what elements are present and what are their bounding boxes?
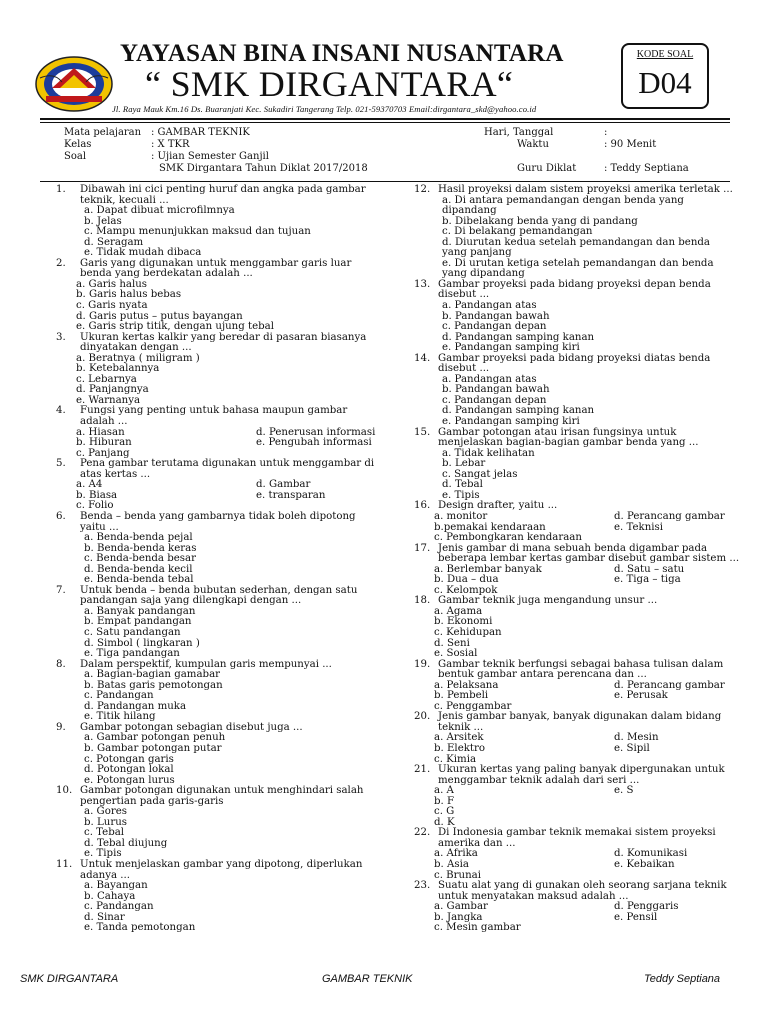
school-address: Jl. Raya Mauk Km.16 Ds. Buaranjati Kec. Sukadiri Tangerang Telp. 021-59370703 Email:dirgantara_skd@yahoo.co.id: [112, 104, 537, 114]
question-item: [56, 459, 386, 512]
answer-option: b. Jelas: [84, 215, 122, 227]
time-label: Waktu: [517, 139, 549, 150]
questions-right-column: [414, 185, 744, 934]
question-text: adanya ...: [80, 869, 131, 881]
answer-option: d. Mesin: [614, 732, 659, 744]
answer-option: e. Tiga – tiga: [614, 574, 681, 586]
answer-option: b. Jangka: [434, 911, 483, 923]
question-text: Gambar potongan sebagian disebut juga ...: [80, 721, 303, 733]
answer-options-grid: [434, 733, 744, 765]
answer-option: d. Benda-benda kecil: [84, 563, 193, 575]
answer-option: [614, 807, 764, 818]
answer-option: d. Penerusan informasi: [256, 426, 376, 438]
question-text: Gambar teknik berfungsi sebagai bahasa tulisan dalam: [438, 658, 724, 670]
question-item: [414, 765, 744, 828]
answer-option: e. Warnanya: [76, 394, 141, 406]
question-number: 13.: [414, 278, 431, 290]
question-text: Design drafter, yaitu ...: [438, 500, 558, 512]
answer-option: a. Pelaksana: [434, 679, 499, 691]
answer-option: c. Pandangan: [84, 901, 154, 913]
answer-option: d. Satu – satu: [614, 563, 685, 575]
answer-option: c. Kehidupan: [434, 626, 502, 638]
question-text: pandangan saja yang dilengkapi dengan ...: [80, 595, 302, 607]
answer-option: d. Perancang gambar: [614, 510, 725, 522]
class-value: : X TKR: [151, 139, 190, 150]
answer-option: e. Sosial: [434, 648, 478, 660]
question-item: [56, 786, 386, 860]
answer-option: b. Dibelakang benda yang di pandang: [442, 215, 638, 227]
question-number: 21.: [414, 764, 431, 776]
question-number: 16.: [414, 500, 431, 512]
answer-option: a. Agama: [434, 605, 483, 617]
answer-option: e. Tanda pemotongan: [84, 922, 196, 934]
answer-option: a. Beratnya ( miligram ): [76, 352, 200, 364]
answer-option: [614, 797, 764, 808]
answer-option: c. Garis nyata: [76, 300, 148, 312]
answer-option: d. Tebal diujung: [84, 837, 168, 849]
question-text: bentuk gambar antara perencana dan ...: [438, 669, 647, 681]
answer-option: e. Pensil: [614, 911, 658, 923]
question-text: Suatu alat yang di gunakan oleh seorang sarjana teknik: [438, 880, 727, 892]
answer-option: c. Pembongkaran kendaraan: [434, 532, 582, 544]
question-text: Benda – benda yang gambarnya tidak boleh dipotong: [80, 510, 356, 522]
teacher-value: : Teddy Septiana: [604, 163, 689, 174]
answer-option: a. Garis halus: [76, 278, 148, 290]
answer-option: c. Kimia: [434, 753, 477, 765]
question-item: [414, 428, 744, 502]
answer-option: e. Pengubah informasi: [256, 437, 372, 449]
question-item: [414, 660, 744, 713]
answer-option: yang dipandang: [442, 268, 525, 280]
question-text: teknik, kecuali ...: [80, 194, 169, 206]
answer-option: b.pemakai kendaraan: [434, 521, 546, 533]
question-item: [414, 501, 744, 543]
answer-option: c. Pandangan depan: [442, 394, 547, 406]
questions-left-column: [56, 185, 386, 934]
answer-option: c. Brunai: [434, 869, 481, 881]
question-number: 17.: [414, 542, 431, 554]
answer-option: e. Perusak: [614, 690, 668, 702]
answer-option: d. Sinar: [84, 911, 125, 923]
question-text: disebut ...: [438, 363, 490, 375]
answer-option: d. Seni: [434, 637, 470, 649]
question-text: Garis yang digunakan untuk menggambar garis luar: [80, 257, 352, 269]
question-text: yaitu ...: [80, 521, 119, 533]
question-number: 15.: [414, 426, 431, 438]
question-text: Jenis gambar di mana sebuah benda digambar pada: [438, 542, 708, 554]
question-number: 10.: [56, 785, 73, 797]
answer-option: e. S: [614, 785, 634, 797]
footer-teacher: Teddy Septiana: [644, 973, 721, 985]
question-item: [414, 828, 744, 881]
answer-option: c. Pandangan depan: [442, 321, 547, 333]
question-number: 5.: [56, 458, 66, 470]
answer-option: d. Potongan lokal: [84, 764, 174, 776]
answer-option: a. Gambar: [434, 901, 488, 913]
question-item: [56, 586, 386, 660]
answer-option: e. Tiga pandangan: [84, 648, 180, 660]
answer-option: a. Arsitek: [434, 732, 484, 744]
class-label: Kelas: [64, 139, 92, 150]
answer-option: e. Sipil: [614, 742, 650, 754]
question-text: adalah ...: [80, 416, 128, 428]
answer-option: d. Tebal: [442, 479, 483, 491]
date-value: :: [604, 127, 608, 138]
question-number: 6.: [56, 510, 66, 522]
answer-option: a. Gambar potongan penuh: [84, 732, 226, 744]
answer-option: b. Elektro: [434, 742, 485, 754]
question-text: menjelaskan bagian-bagian gambar benda yang ...: [438, 437, 699, 449]
question-text: disebut ...: [438, 289, 490, 301]
answer-option: a. Dapat dibuat microfilmnya: [84, 205, 235, 217]
question-item: [414, 280, 744, 354]
question-text: Ukuran kertas yang paling banyak dipergunakan untuk: [438, 764, 725, 776]
question-text: pengertian pada garis-garis: [80, 795, 224, 807]
answer-option: d. Garis putus – putus bayangan: [76, 310, 243, 322]
question-number: 4.: [56, 405, 66, 417]
answer-option: b. Biasa: [76, 489, 118, 501]
question-text: Gambar potongan digunakan untuk menghindari salah: [80, 785, 364, 797]
answer-option: d. Simbol ( lingkaran ): [84, 637, 200, 649]
answer-option: c. Potongan garis: [84, 753, 174, 765]
answer-option: e. Di urutan ketiga setelah pemandangan dan benda: [442, 257, 714, 269]
answer-option: d. K: [434, 816, 455, 828]
answer-option: a. Pandangan atas: [442, 373, 537, 385]
answer-option: e. Pandangan samping kiri: [442, 416, 580, 428]
answer-option: a. Banyak pandangan: [84, 605, 196, 617]
answer-option: e. transparan: [256, 489, 326, 501]
header-rule: [40, 118, 730, 120]
question-item: [414, 596, 744, 659]
answer-option: b. Hiburan: [76, 437, 132, 449]
answer-option: c. Mampu menunjukkan maksud dan tujuan: [84, 226, 311, 238]
answer-option: d. Komunikasi: [614, 848, 688, 860]
answer-option: b. Lebar: [442, 458, 486, 470]
answer-option: e. Potongan lurus: [84, 774, 175, 786]
answer-option: b. Pandangan bawah: [442, 384, 550, 396]
question-number: 19.: [414, 658, 431, 670]
answer-option: dipandang: [442, 205, 497, 217]
footer-school: SMK DIRGANTARA: [20, 973, 119, 985]
question-text: atas kertas ...: [80, 468, 151, 480]
answer-options-grid: [434, 849, 744, 881]
answer-option: a. Gores: [84, 806, 127, 818]
question-number: 22.: [414, 827, 431, 839]
question-item: [56, 660, 386, 723]
answer-option: c. Folio: [76, 500, 114, 512]
school-logo: [34, 48, 114, 120]
answer-options-grid: [434, 902, 744, 934]
question-text: Gambar teknik juga mengandung unsur ...: [438, 595, 658, 607]
answer-option: e. Tipis: [442, 489, 480, 501]
answer-option: c. G: [434, 806, 455, 818]
question-text: Ukuran kertas kalkir yang beredar di pasaran biasanya: [80, 331, 367, 343]
question-number: 18.: [414, 595, 431, 607]
kode-soal-box: [621, 43, 709, 109]
answer-option: e. Garis strip titik, dengan ujung tebal: [76, 321, 274, 333]
answer-option: a. Afrika: [434, 848, 478, 860]
question-item: [56, 723, 386, 786]
answer-option: c. Pandangan: [84, 690, 154, 702]
question-number: 8.: [56, 658, 66, 670]
header-rule-thin: [40, 122, 730, 123]
question-number: 3.: [56, 331, 66, 343]
answer-option: c. Penggambar: [434, 700, 512, 712]
answer-option: d. Panjangnya: [76, 384, 149, 396]
question-number: 11.: [56, 859, 73, 870]
answer-option: b. Ketebalannya: [76, 363, 160, 375]
question-item: [414, 354, 744, 428]
answer-option: a. Di antara pemandangan dengan benda yang: [442, 194, 684, 206]
answer-option: d. Diurutan kedua setelah pemandangan dan benda: [442, 236, 710, 248]
answer-option: b. Benda-benda keras: [84, 542, 197, 554]
question-text: Fungsi yang penting untuk bahasa maupun gambar: [80, 405, 348, 417]
foundation-name: YAYASAN BINA INSANI NUSANTARA: [120, 40, 564, 67]
question-text: Untuk benda – benda bubutan sederhan, dengan satu: [80, 584, 358, 596]
answer-option: b. F: [434, 795, 455, 807]
school-name: “ SMK DIRGANTARA“: [145, 64, 514, 104]
question-item: [56, 512, 386, 586]
answer-option: b. Lurus: [84, 816, 127, 828]
kode-soal-value: D04: [638, 65, 692, 100]
question-number: 20.: [414, 711, 431, 723]
answer-options-grid: [76, 428, 386, 460]
answer-option: b. Batas garis pemotongan: [84, 679, 223, 691]
question-number: 7.: [56, 584, 66, 596]
answer-option: b. Garis halus bebas: [76, 289, 182, 301]
answer-option: c. Sangat jelas: [442, 468, 518, 480]
subject-value: : GAMBAR TEKNIK: [151, 127, 250, 138]
question-item: [414, 185, 744, 280]
question-text: Gambar potongan atau irisan fungsinya untuk: [438, 426, 677, 438]
answer-option: a. Benda-benda pejal: [84, 532, 193, 544]
answer-option: b. Pandangan bawah: [442, 310, 550, 322]
answer-options-grid: [434, 512, 744, 544]
question-text: menggambar teknik adalah dari seri ...: [438, 774, 640, 786]
answer-option: d. Penggaris: [614, 901, 679, 913]
teacher-label: Guru Diklat: [517, 163, 577, 174]
answer-option: e. Titik hilang: [84, 711, 156, 723]
question-item: [56, 185, 386, 259]
answer-option: d. Pandangan samping kanan: [442, 331, 595, 343]
exam-value: : Ujian Semester Ganjil: [151, 151, 269, 162]
question-text: amerika dan ...: [438, 837, 516, 849]
kode-soal-label: KODE SOAL: [636, 49, 694, 60]
answer-option: c. Lebarnya: [76, 373, 137, 385]
question-number: 14.: [414, 352, 431, 364]
answer-options-grid: [434, 786, 744, 828]
answer-option: d. Pandangan samping kanan: [442, 405, 595, 417]
question-item: [414, 881, 744, 934]
document-header: [0, 0, 768, 120]
question-item: [56, 860, 386, 934]
answer-option: e. Tidak mudah dibaca: [84, 247, 202, 259]
answer-option: c. Satu pandangan: [84, 626, 181, 638]
answer-option: b. Dua – dua: [434, 574, 499, 586]
answer-option: c. Mesin gambar: [434, 922, 521, 934]
answer-option: a. Bagian-bagian gamabar: [84, 669, 221, 681]
answer-option: b. Cahaya: [84, 890, 136, 902]
answer-option: b. Ekonomi: [434, 616, 493, 628]
question-text: Gambar proyeksi pada bidang proyeksi diatas benda: [438, 352, 711, 364]
answer-option: a. Hiasan: [76, 426, 125, 438]
date-label: Hari, Tanggal: [484, 127, 554, 138]
answer-option: a. A4: [76, 479, 103, 491]
exam-year: SMK Dirgantara Tahun Diklat 2017/2018: [159, 163, 368, 174]
answer-option: yang panjang: [442, 247, 512, 259]
answer-option: d. Seragam: [84, 236, 144, 248]
answer-option: a. Bayangan: [84, 880, 148, 892]
question-text: Gambar proyeksi pada bidang proyeksi depan benda: [438, 278, 711, 290]
answer-option: d. Pandangan muka: [84, 700, 187, 712]
answer-options-grid: [434, 565, 744, 597]
question-text: benda yang berdekatan adalah ...: [80, 268, 253, 280]
answer-option: [614, 923, 764, 934]
answer-option: c. Panjang: [76, 447, 130, 459]
answer-option: d. Gambar: [256, 479, 311, 491]
question-item: [56, 406, 386, 459]
answer-option: c. Tebal: [84, 827, 125, 839]
answer-option: e. Pandangan samping kiri: [442, 342, 580, 354]
subject-label: Mata pelajaran: [64, 127, 142, 138]
answer-option: c. Di belakang pemandangan: [442, 226, 593, 238]
question-text: untuk menyatakan maksud adalah ...: [438, 890, 629, 902]
question-number: 1.: [56, 184, 66, 195]
answer-option: a. Tidak kelihatan: [442, 447, 535, 459]
question-text: teknik ...: [438, 721, 484, 733]
question-text: Hasil proyeksi dalam sistem proyeksi amerika terletak ...: [438, 184, 733, 195]
question-text: Untuk menjelaskan gambar yang dipotong, diperlukan: [80, 859, 363, 870]
answer-option: e. Teknisi: [614, 521, 664, 533]
answer-option: b. Empat pandangan: [84, 616, 192, 628]
time-value: : 90 Menit: [604, 139, 657, 150]
question-text: Di Indonesia gambar teknik memakai sistem proyeksi: [438, 827, 716, 839]
answer-option: e. Kebaikan: [614, 859, 675, 870]
footer-subject: GAMBAR TEKNIK: [322, 973, 413, 985]
question-text: Dalam perspektif, kumpulan garis mempunyai ...: [80, 658, 332, 670]
exam-label: Soal: [64, 151, 87, 162]
answer-options-grid: [434, 681, 744, 713]
question-item: [414, 712, 744, 765]
answer-option: c. Kelompok: [434, 584, 498, 596]
question-text: beberapa lembar kertas gambar disebut gambar sistem ...: [438, 553, 740, 565]
question-item: [414, 544, 744, 597]
answer-option: b. Gambar potongan putar: [84, 742, 222, 754]
info-rule: [40, 181, 730, 182]
question-item: [56, 259, 386, 333]
answer-option: [614, 533, 764, 544]
answer-option: b. Pembeli: [434, 690, 489, 702]
question-text: Jenis gambar banyak, banyak digunakan dalam bidang: [438, 711, 722, 723]
answer-option: d. Perancang gambar: [614, 679, 725, 691]
answer-option: c. Benda-benda besar: [84, 553, 196, 565]
answer-option: e. Benda-benda tebal: [84, 574, 194, 586]
question-number: 12.: [414, 184, 431, 195]
question-number: 23.: [414, 880, 431, 892]
question-number: 2.: [56, 257, 66, 269]
question-text: dinyatakan dengan ...: [80, 342, 192, 354]
answer-option: e. Tipis: [84, 848, 122, 860]
question-text: Pena gambar terutama digunakan untuk menggambar di: [80, 458, 375, 470]
answer-option: a. A: [434, 785, 454, 797]
answer-option: a. Pandangan atas: [442, 300, 537, 312]
question-item: [56, 333, 386, 407]
answer-option: b. Asia: [434, 859, 469, 870]
answer-options-grid: [76, 480, 386, 512]
answer-option: a. monitor: [434, 510, 488, 522]
question-text: Dibawah ini cici penting huruf dan angka pada gambar: [80, 184, 366, 195]
answer-option: a. Berlembar banyak: [434, 563, 542, 575]
question-number: 9.: [56, 721, 66, 733]
